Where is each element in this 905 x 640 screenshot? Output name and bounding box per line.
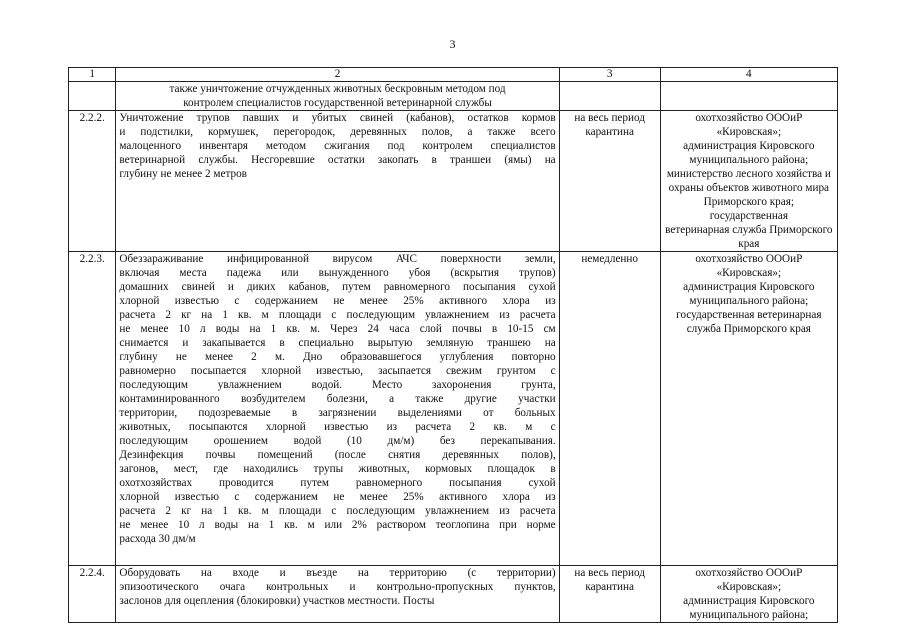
description-line: глубину не менее 2 метров bbox=[119, 168, 247, 180]
page-number: 3 bbox=[449, 37, 456, 51]
header-col-2: 2 bbox=[116, 68, 559, 82]
description-line: животных, посыпаются хлорной известью из расчета 2 кв. м с bbox=[119, 421, 556, 433]
measure-description bbox=[116, 82, 559, 111]
responsible-line: министерство лесного хозяйства и bbox=[666, 168, 831, 180]
description-line: контаминированного возбудителем болезни, а также другие участки bbox=[119, 393, 556, 405]
table-row bbox=[69, 82, 838, 111]
description-line: контролем специалистов государственной ветеринарной службы bbox=[183, 97, 492, 109]
responsible-line: муниципального района; bbox=[689, 295, 809, 307]
description-line: территории, подозреваемые в загрязнении выделениями от больных bbox=[119, 407, 556, 419]
measure-description bbox=[116, 566, 559, 623]
responsible-parties bbox=[660, 252, 837, 566]
description-line: заслонов для оцепления (блокировки) участков местности. Посты bbox=[119, 595, 435, 607]
responsible-parties bbox=[660, 566, 837, 623]
description-line: загонов, мест, где находились трупы животных, кормовых площадок в bbox=[119, 463, 556, 475]
row-number: 2.2.4. bbox=[69, 566, 116, 623]
responsible-line: государственная ветеринарная bbox=[676, 309, 822, 321]
description-line: хлорной известью с содержанием не менее 25% активного хлора из bbox=[119, 295, 556, 307]
header-col-1: 1 bbox=[69, 68, 116, 82]
term-line: на весь период bbox=[574, 112, 645, 124]
responsible-line: администрация Кировского bbox=[683, 140, 815, 152]
table-row bbox=[69, 566, 838, 623]
description-line: охотхозяйствах проводится путем равномерного посыпания сухой bbox=[119, 477, 556, 489]
description-line: эпизоотического очага контрольных и контрольно-пропускных пунктов, bbox=[119, 581, 556, 593]
measure-term bbox=[559, 82, 660, 111]
responsible-line: охотхозяйство ОООиР «Кировская»; bbox=[695, 112, 803, 138]
description-line: глубину не менее 2 м. Дно образовавшегося углубления повторно bbox=[119, 351, 556, 363]
measure-description bbox=[116, 252, 559, 566]
description-line: расхода 30 дм/м bbox=[119, 533, 196, 545]
description-line: хлорной известью с содержанием не менее 25% активного хлора из bbox=[119, 491, 556, 503]
description-line: включая места падежа или вынужденного убоя (вскрытия трупов) bbox=[119, 267, 556, 279]
measure-term bbox=[559, 566, 660, 623]
description-line: Обеззараживание инфицированной вирусом АЧС поверхности земли, bbox=[119, 253, 556, 265]
responsible-line: Приморского края; государственная bbox=[703, 196, 794, 222]
table-row bbox=[69, 111, 838, 252]
header-col-4: 4 bbox=[660, 68, 837, 82]
responsible-line: края bbox=[738, 238, 760, 250]
term-line: карантина bbox=[585, 581, 634, 593]
description-line: домашних свиней и диких кабанов, путем равномерного посыпания сухой bbox=[119, 281, 556, 293]
description-line: ветеринарной службы. Несгоревшие остатки закопать в траншеи (ямы) на bbox=[119, 154, 556, 166]
responsible-line: охотхозяйство ОООиР «Кировская»; bbox=[695, 567, 803, 593]
measure-term bbox=[559, 111, 660, 252]
description-line: не менее 10 л воды на 1 кв. м или 2% раствором теоглопина при норме bbox=[119, 519, 556, 531]
measure-term bbox=[559, 252, 660, 566]
term-line: на весь период bbox=[574, 567, 645, 579]
description-line: равномерно посыпается хлорной известью, засыпается свежим грунтом с bbox=[119, 365, 556, 377]
description-line: расчета 2 кг на 1 кв. м площади с последующим увлажнением из расчета bbox=[119, 309, 556, 321]
responsible-line: служба Приморского края bbox=[686, 323, 811, 335]
table-header-row bbox=[69, 68, 838, 82]
responsible-line: муниципального района; bbox=[689, 154, 809, 166]
description-line: последующим орошением водой (10 дм/м) без перекапывания. bbox=[119, 435, 556, 447]
description-line: Дезинфекция почвы помещений (после снятия деревянных полов), bbox=[119, 449, 556, 461]
description-line: малоценного инвентаря методом сжигания под контролем специалистов bbox=[119, 140, 556, 152]
row-number: 2.2.2. bbox=[69, 111, 116, 252]
description-line: последующим увлажнением водой. Место захоронения грунта, bbox=[119, 379, 556, 391]
row-number bbox=[69, 82, 116, 111]
description-line: Оборудовать на входе и въезде на территорию (с территории) bbox=[119, 567, 556, 579]
responsible-line: администрация Кировского bbox=[683, 595, 815, 607]
description-line: расчета 2 кг на 1 кв. м площади с последующим увлажнением из расчета bbox=[119, 505, 556, 517]
responsible-parties bbox=[660, 111, 837, 252]
description-line: также уничтожение отчужденных животных бескровным методом под bbox=[169, 83, 506, 95]
header-col-3: 3 bbox=[559, 68, 660, 82]
table-row bbox=[69, 252, 838, 566]
row-number: 2.2.3. bbox=[69, 252, 116, 566]
responsible-line: охотхозяйство ОООиР «Кировская»; bbox=[695, 253, 803, 279]
responsible-parties bbox=[660, 82, 837, 111]
description-line: не менее 10 л воды на 1 кв. м. Через 24 часа слой почвы в 10-15 см bbox=[119, 323, 556, 335]
measure-description bbox=[116, 111, 559, 252]
description-line: Уничтожение трупов павших и убитых свиней (кабанов), остатков кормов bbox=[119, 112, 556, 124]
description-line: и подстилки, кормушек, перегородок, деревянных полов, а также всего bbox=[119, 126, 556, 138]
term-line: карантина bbox=[585, 126, 634, 138]
responsible-line: ветеринарная служба Приморского bbox=[665, 224, 833, 236]
term-line: немедленно bbox=[581, 253, 638, 265]
responsible-line: администрация Кировского bbox=[683, 281, 815, 293]
measures-table bbox=[68, 67, 838, 623]
responsible-line: охраны объектов животного мира bbox=[668, 182, 830, 194]
responsible-line: муниципального района; bbox=[689, 609, 809, 621]
description-line: снимается и закапывается в специально вырытую земляную траншею на bbox=[119, 337, 556, 349]
